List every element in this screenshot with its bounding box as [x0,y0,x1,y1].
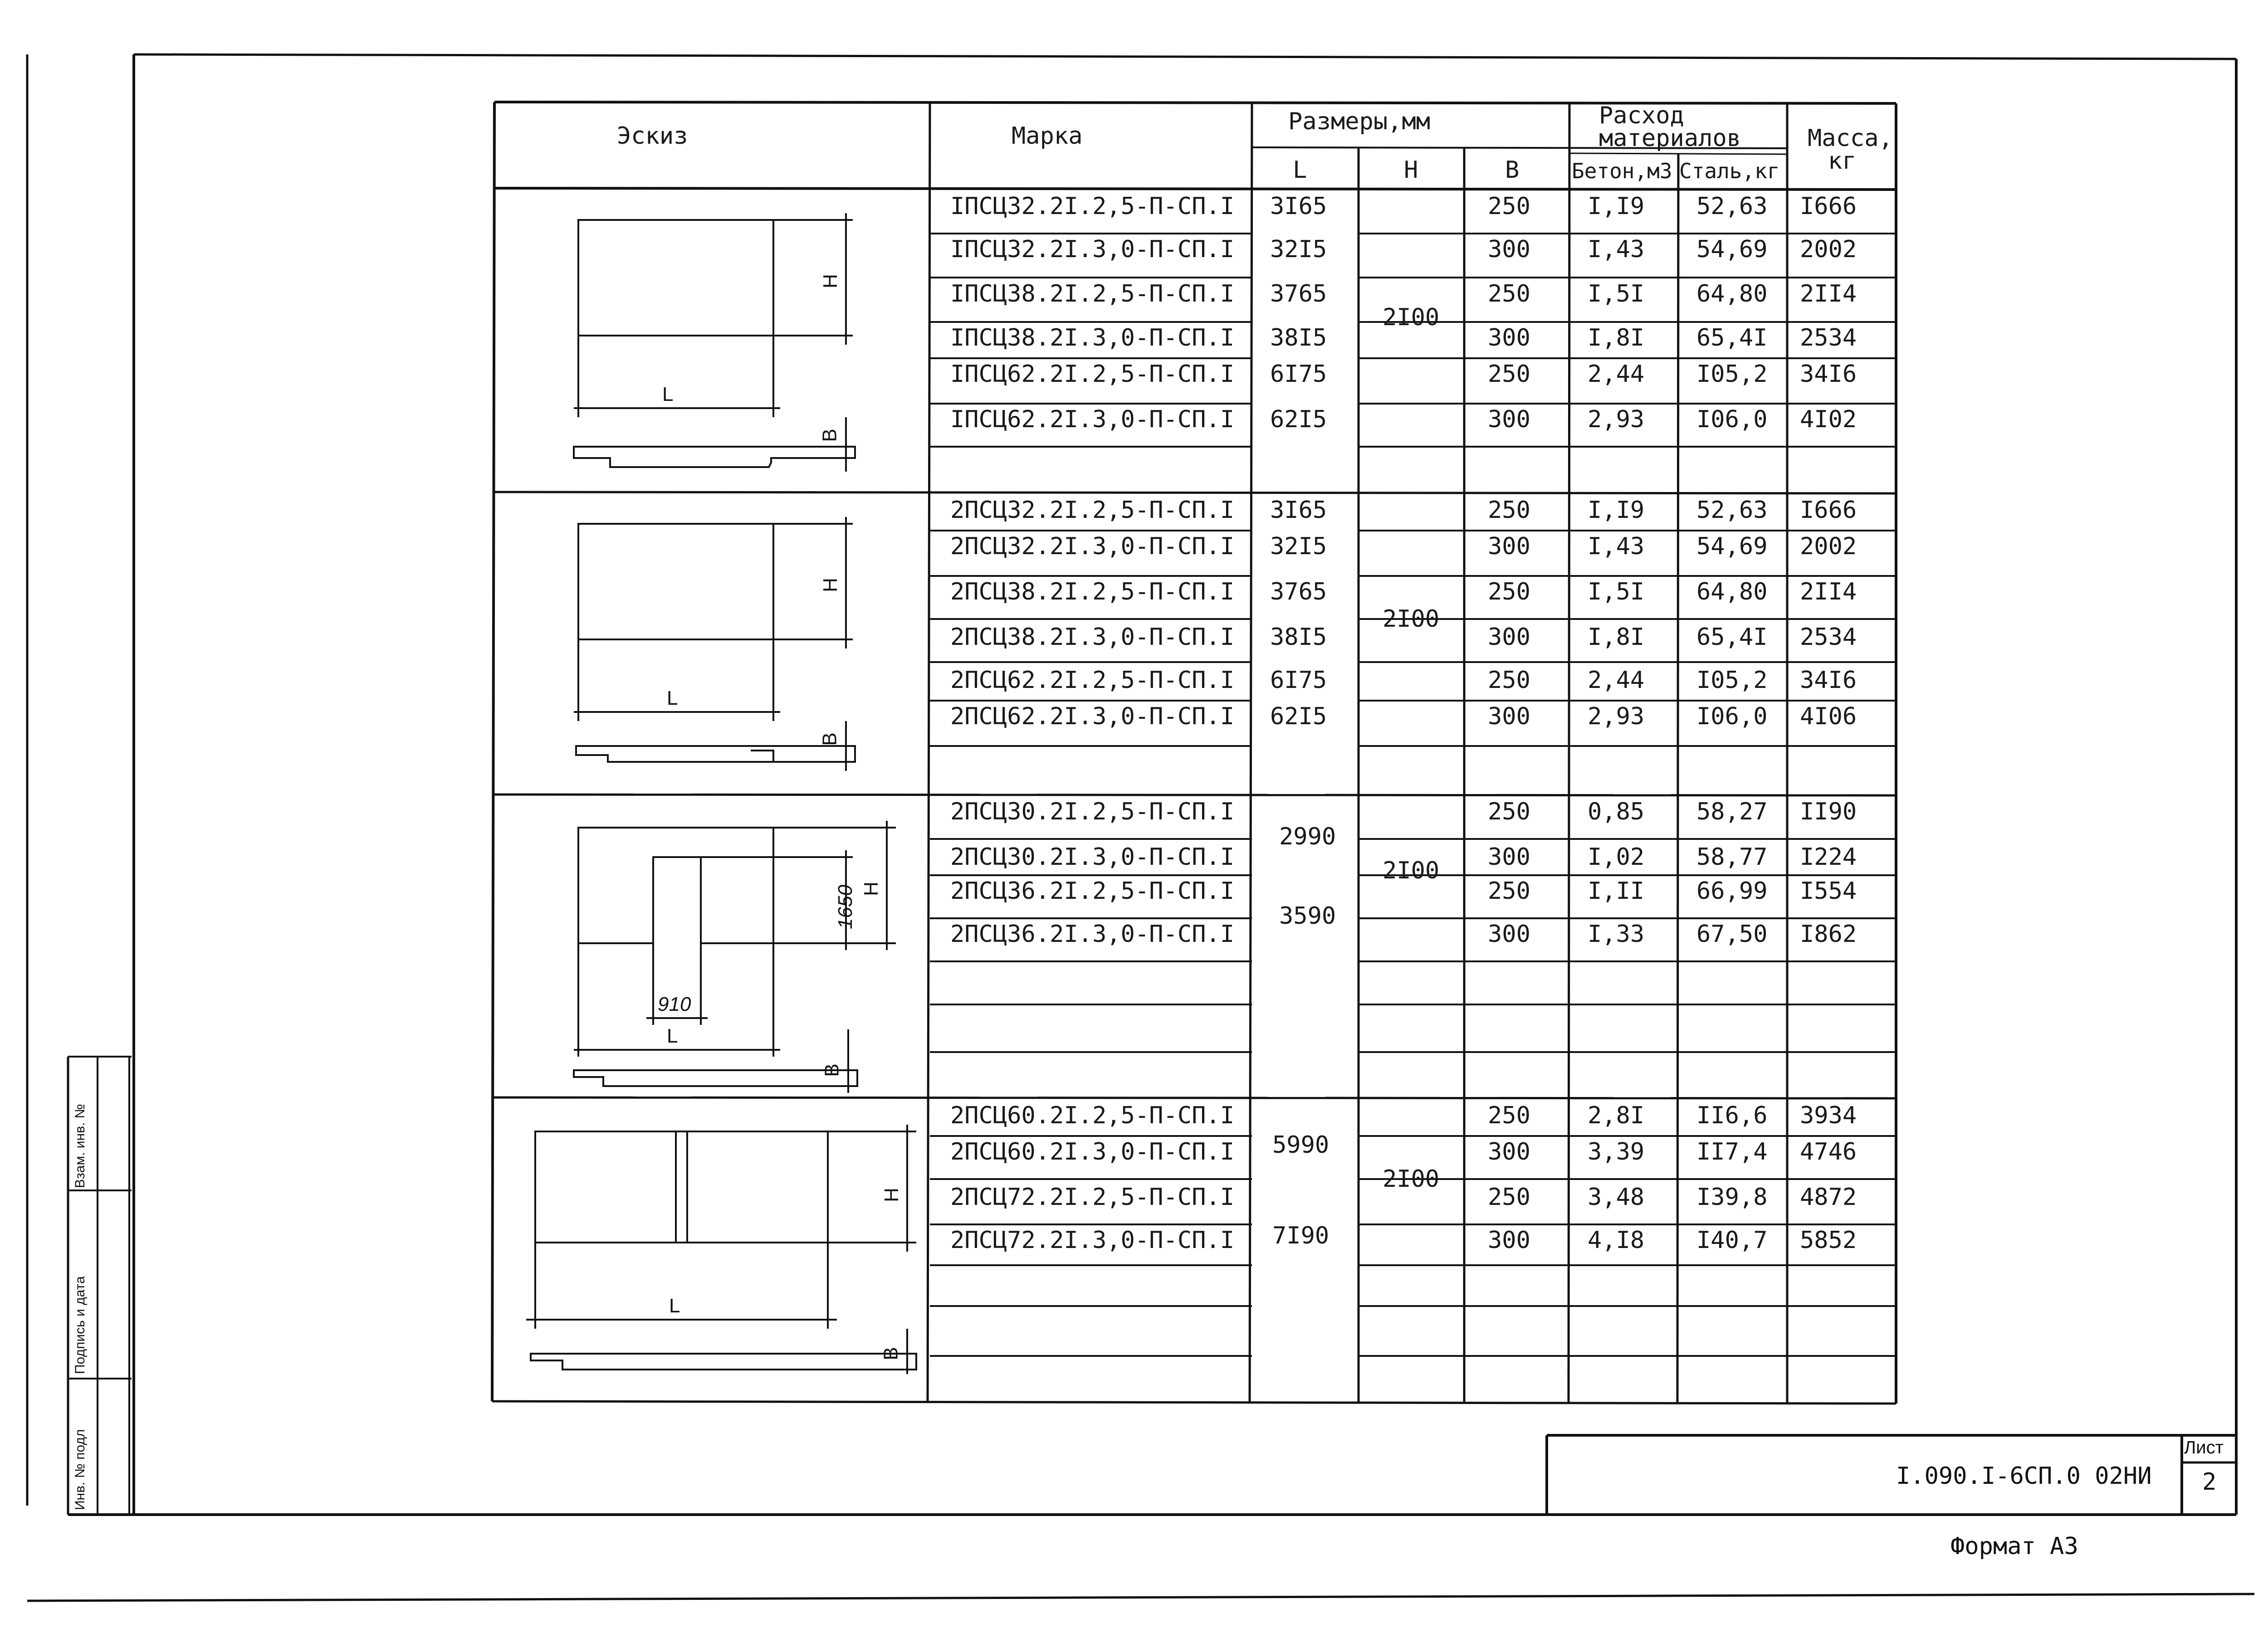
group3-row-b: 250 [1488,798,1530,825]
group4-row-mark: 2ПСЦ72.2I.2,5-П-СП.I [950,1184,1235,1211]
header-dimensions: Размеры,мм [1288,108,1431,135]
group4-row-mark: 2ПСЦ72.2I.3,0-П-СП.I [950,1227,1235,1254]
sketch1-l-label: L [662,383,674,405]
group2-row-steel: 52,63 [1696,497,1768,524]
group3-row-b: 300 [1488,843,1530,871]
group1-row-concrete: I,I9 [1588,193,1645,220]
group1-row-l: 32I5 [1270,236,1327,263]
group3-row-b: 300 [1488,921,1530,948]
group1-row-mass: 2II4 [1800,280,1857,307]
group1-h: 2I00 [1383,304,1440,331]
group1-row-mark: IПСЦ32.2I.2,5-П-СП.I [950,193,1235,220]
sheet-label: Лист [2184,1438,2224,1458]
sketch2-b-label: B [818,732,841,746]
group4-row-steel: II6,6 [1696,1102,1768,1129]
group1-row-concrete: I,8I [1588,324,1645,351]
group2-row-l: 38I5 [1270,624,1327,651]
group2-row-concrete: I,I9 [1588,497,1645,524]
group3-row-mass: I554 [1800,877,1857,905]
group1-row-mass: 2002 [1800,236,1857,263]
group4-row-b: 250 [1488,1184,1530,1211]
group3-row-steel: 58,27 [1696,798,1768,825]
group4-row-steel: II7,4 [1696,1138,1768,1165]
group4-row-mark: 2ПСЦ60.2I.3,0-П-СП.I [950,1138,1235,1165]
group2-row-l: 32I5 [1270,533,1327,560]
sketch4-h-label: H [880,1188,903,1202]
group2-row-b: 300 [1488,624,1530,651]
header-dim-h: H [1404,156,1418,184]
header-dim-b: B [1505,156,1520,184]
group1-row-b: 300 [1488,406,1530,433]
group2-row-steel: 64,80 [1696,578,1768,605]
header-dim-l: L [1293,156,1307,184]
sketch3-b-label: B [821,1063,843,1077]
group3-l-a: 2990 [1279,823,1336,850]
group2-row-b: 250 [1488,578,1530,605]
group2-row-mark: 2ПСЦ38.2I.2,5-П-СП.I [950,578,1235,605]
group3-row-mark: 2ПСЦ36.2I.3,0-П-СП.I [950,921,1235,948]
group1-row-steel: 52,63 [1696,193,1768,220]
group4-l-b: 7I90 [1272,1222,1330,1249]
sketch3-h-label: H [860,882,882,896]
group2-row-mass: I666 [1800,497,1857,524]
group1-row-steel: I05,2 [1696,361,1768,388]
sketch2-l-label: L [667,687,678,709]
side-vzam-inv: Взам. инв. № [73,1104,88,1188]
sheet-number: 2 [2202,1468,2217,1496]
group4-row-mass: 4746 [1800,1138,1857,1165]
group1-row-mass: I666 [1800,193,1857,220]
group2-row-b: 300 [1488,533,1530,560]
group4-l-a: 5990 [1272,1131,1330,1159]
group3-row-steel: 67,50 [1696,921,1768,948]
group1-row-steel: 65,4I [1696,324,1768,351]
group2-row-l: 62I5 [1270,703,1327,730]
group4-row-mass: 3934 [1800,1102,1857,1129]
group3-row-steel: 66,99 [1696,877,1768,905]
group2-row-l: 3I65 [1270,497,1327,524]
side-inv-podl: Инв. № подл [73,1429,88,1510]
group2-row-steel: 65,4I [1696,624,1768,651]
group3-row-concrete: 0,85 [1588,798,1645,825]
header-materials-2: материалов [1599,125,1741,152]
group1-row-steel: I06,0 [1696,406,1768,433]
group1-row-mark: IПСЦ62.2I.2,5-П-СП.I [950,361,1235,388]
sketch2-h-label: H [819,578,841,592]
group1-row-mass: 2534 [1800,324,1857,351]
group1-row-b: 250 [1488,193,1530,220]
group2-row-concrete: 2,93 [1588,703,1645,730]
group3-row-mass: I224 [1800,843,1857,871]
group2-row-steel: 54,69 [1696,533,1768,560]
group3-l-b: 3590 [1279,902,1336,930]
group1-row-concrete: I,43 [1588,236,1645,263]
group1-row-b: 250 [1488,280,1530,307]
group2-row-mass: 4I06 [1800,703,1857,730]
group2-row-mark: 2ПСЦ62.2I.3,0-П-СП.I [950,703,1235,730]
group1-row-b: 250 [1488,361,1530,388]
group1-row-mark: IПСЦ38.2I.2,5-П-СП.I [950,280,1235,307]
group4-row-b: 300 [1488,1138,1530,1165]
group4-row-steel: I40,7 [1696,1227,1768,1254]
group4-row-concrete: 4,I8 [1588,1227,1645,1254]
group3-row-mark: 2ПСЦ30.2I.3,0-П-СП.I [950,843,1235,871]
group4-row-concrete: 3,39 [1588,1138,1645,1165]
group4-row-mass: 4872 [1800,1184,1857,1211]
group1-row-mass: 34I6 [1800,361,1857,388]
group3-row-concrete: I,33 [1588,921,1645,948]
header-materials-1: Расход [1599,102,1684,129]
group2-row-mass: 2534 [1800,624,1857,651]
group2-row-mark: 2ПСЦ62.2I.2,5-П-СП.I [950,667,1235,694]
group1-row-steel: 64,80 [1696,280,1768,307]
group1-row-b: 300 [1488,324,1530,351]
group3-h: 2I00 [1383,857,1440,884]
group2-row-mark: 2ПСЦ38.2I.3,0-П-СП.I [950,624,1235,651]
group2-row-concrete: I,43 [1588,533,1645,560]
group4-row-concrete: 3,48 [1588,1184,1645,1211]
group3-row-concrete: I,02 [1588,843,1645,871]
group1-row-concrete: 2,44 [1588,361,1645,388]
group2-row-l: 3765 [1270,578,1327,605]
group2-row-steel: I05,2 [1696,667,1768,694]
group2-row-mass: 34I6 [1800,667,1857,694]
group4-row-mark: 2ПСЦ60.2I.2,5-П-СП.I [950,1102,1235,1129]
group1-row-concrete: I,5I [1588,280,1645,307]
group3-row-b: 250 [1488,877,1530,905]
group4-h: 2I00 [1383,1165,1440,1193]
group1-row-l: 3765 [1270,280,1327,307]
group3-row-mark: 2ПСЦ36.2I.2,5-П-СП.I [950,877,1235,905]
group3-row-mark: 2ПСЦ30.2I.2,5-П-СП.I [950,798,1235,825]
group2-row-b: 300 [1488,703,1530,730]
group3-row-steel: 58,77 [1696,843,1768,871]
group2-row-mass: 2002 [1800,533,1857,560]
group1-row-mark: IПСЦ38.2I.3,0-П-СП.I [950,324,1235,351]
sketch4-l-label: L [669,1295,680,1317]
group4-row-mass: 5852 [1800,1227,1857,1254]
sketch3-1650-label: 1650 [834,885,856,929]
header-concrete: Бетон,м3 [1572,159,1672,183]
sketch4-b-label: B [880,1347,902,1360]
group2-row-l: 6I75 [1270,667,1327,694]
group3-row-mass: I862 [1800,921,1857,948]
group4-row-b: 250 [1488,1102,1530,1129]
doc-code: I.090.I-6СП.0 02НИ [1896,1462,2152,1490]
format-label: Формат А3 [1950,1533,2078,1560]
group4-row-concrete: 2,8I [1588,1102,1645,1129]
header-mass-2: кг [1828,147,1857,175]
group1-row-l: 62I5 [1270,406,1327,433]
sketch1-b-label: B [818,429,841,442]
group3-row-mass: II90 [1800,798,1857,825]
group2-row-mark: 2ПСЦ32.2I.2,5-П-СП.I [950,497,1235,524]
group3-row-concrete: I,II [1588,877,1645,905]
group1-row-l: 38I5 [1270,324,1327,351]
header-sketch: Эскиз [617,122,688,150]
group2-row-steel: I06,0 [1696,703,1768,730]
header-mark: Марка [1012,122,1083,150]
group4-row-b: 300 [1488,1227,1530,1254]
side-podpis-data: Подпись и дата [73,1276,88,1374]
group2-row-mark: 2ПСЦ32.2I.3,0-П-СП.I [950,533,1235,560]
sketch1-h-label: H [819,274,841,288]
group1-row-mass: 4I02 [1800,406,1857,433]
group1-row-l: 3I65 [1270,193,1327,220]
header-steel: Сталь,кг [1679,159,1780,183]
sketch3-l-label: L [667,1025,678,1047]
group1-row-mark: IПСЦ32.2I.3,0-П-СП.I [950,236,1235,263]
header-mass-1: Масса, [1808,125,1893,152]
group1-row-mark: IПСЦ62.2I.3,0-П-СП.I [950,406,1235,433]
group1-row-concrete: 2,93 [1588,406,1645,433]
group1-row-steel: 54,69 [1696,236,1768,263]
group2-row-concrete: I,5I [1588,578,1645,605]
group2-row-concrete: I,8I [1588,624,1645,651]
group1-row-b: 300 [1488,236,1530,263]
sketch3-910-label: 910 [658,993,691,1015]
group2-row-concrete: 2,44 [1588,667,1645,694]
group2-row-b: 250 [1488,667,1530,694]
group2-row-b: 250 [1488,497,1530,524]
group1-row-l: 6I75 [1270,361,1327,388]
group2-row-mass: 2II4 [1800,578,1857,605]
group2-h: 2I00 [1383,605,1440,633]
group4-row-steel: I39,8 [1696,1184,1768,1211]
